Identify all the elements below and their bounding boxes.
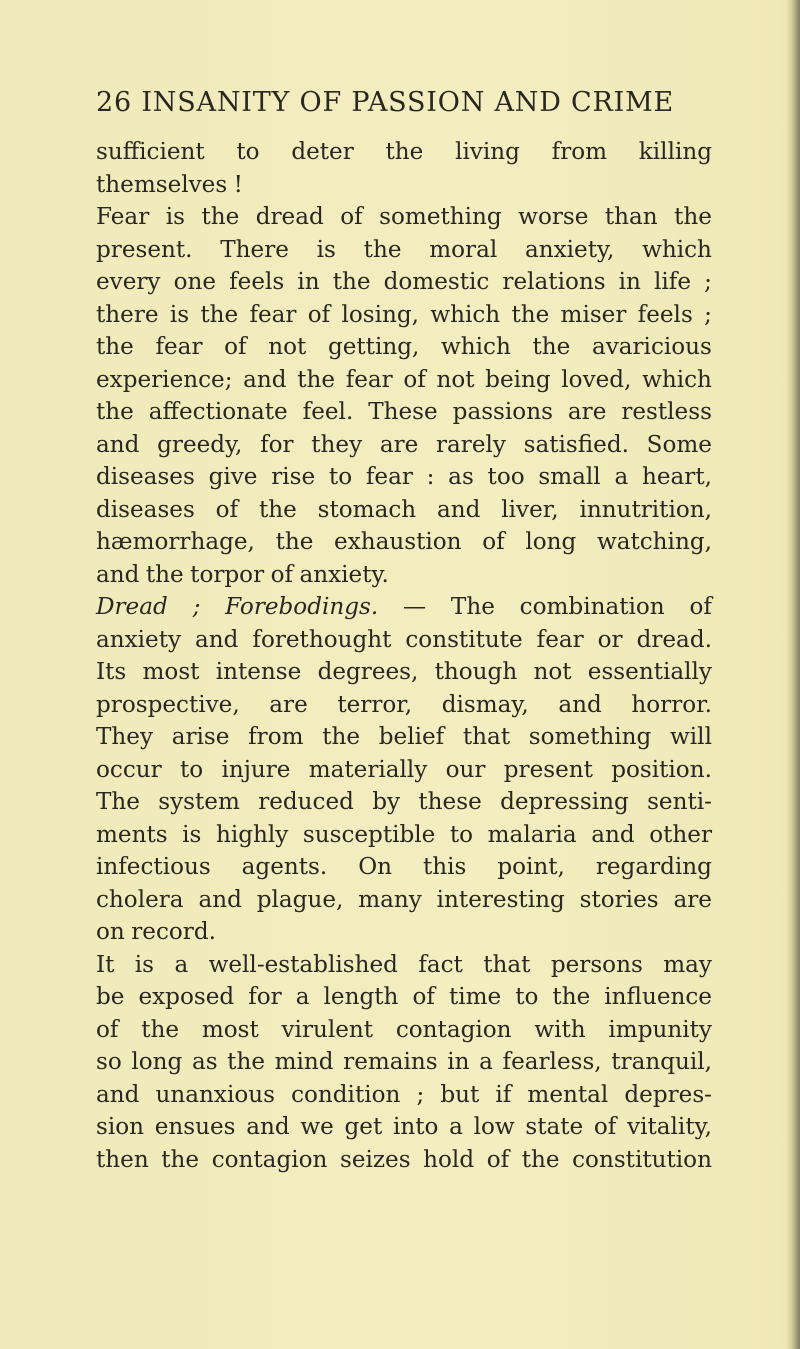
word: of [224,334,247,360]
word: by [372,789,401,815]
word: is [169,301,190,328]
word: in [297,269,320,295]
word: our [445,756,486,783]
word: is [134,951,155,978]
word: senti- [647,789,712,815]
word: the [96,334,134,360]
word: the [227,1049,265,1075]
word: of [593,1114,617,1140]
word: of [403,366,426,393]
word: the [322,724,361,750]
word: ; [704,269,712,295]
word: the [96,399,134,425]
word: present. [96,236,193,263]
word: liver, [501,496,559,523]
word: virulent [281,1016,374,1043]
word: avaricious [591,334,712,360]
word: life [654,269,692,295]
word: intense [215,659,302,685]
word: to [328,464,353,490]
word: one [173,269,217,295]
word: and [591,821,635,848]
word: low [473,1114,515,1140]
word: horror. [631,691,712,718]
word: a [479,1049,493,1075]
word: of [270,561,294,588]
word: condition [291,1081,401,1108]
word: moral [429,236,498,263]
word: this [422,854,467,880]
word: These [368,399,438,425]
word: restless [621,399,712,425]
word: long [131,1049,183,1075]
word: vitality, [627,1114,712,1140]
text-line [96,884,712,917]
word: fear [345,366,393,393]
word: susceptible [302,821,436,848]
word: greedy, [157,431,243,458]
text-line [96,201,712,234]
word: losing, [341,301,420,328]
word: of [96,1016,119,1043]
word: on [96,919,125,945]
word: many [358,886,422,913]
word: stories [579,886,659,913]
word: or [597,626,623,653]
word: that [462,724,511,750]
word: fear [365,464,413,490]
text-line [96,526,712,559]
word: is [182,821,202,848]
text-line [96,819,712,852]
word: Fear [96,204,150,230]
word: are [567,399,607,425]
word: feel. [302,399,354,425]
word: torpor [190,561,265,588]
word: of [215,496,239,523]
text-line [96,429,712,462]
word: in [447,1049,470,1075]
word: unanxious [155,1081,275,1108]
word: there [96,301,159,328]
word: living [455,139,520,165]
word: being [485,366,551,393]
text-line [96,1014,712,1047]
word: fearless, [502,1049,602,1075]
word: as [191,1049,218,1075]
word: Some [646,431,712,458]
word: On [358,854,392,880]
text-line [96,234,712,267]
word: getting, [327,334,420,360]
text-line [96,396,712,429]
word: present [503,756,593,783]
word: dread [255,204,324,230]
word: and [558,691,602,718]
text-line [96,559,712,592]
word: belief [378,724,445,750]
word: something [528,724,652,750]
word: most [142,659,200,685]
word: which [642,366,712,393]
word: : [426,464,435,490]
text-line [96,169,712,202]
word: feels [637,301,693,328]
word: so [96,1049,122,1075]
word: Its [96,659,127,685]
word: hæmorrhage, [96,529,255,555]
word: if [495,1081,512,1108]
text-line [96,949,712,982]
text-line [96,266,712,299]
word: the [145,561,184,588]
word: ; [192,594,201,620]
word: time [448,984,502,1010]
word: these [418,789,482,815]
text-line [96,364,712,397]
word: sion [96,1114,145,1140]
word: Forebodings. [225,594,379,620]
text-line [96,981,712,1014]
word: Dread [96,594,168,620]
word: sufficient [96,139,205,165]
word: It [96,951,115,978]
word: arise [171,724,230,750]
word: regarding [595,854,712,880]
word: we [300,1114,334,1140]
word: but [440,1081,480,1108]
word: into [392,1114,439,1140]
word: rarely [436,431,506,458]
word: — [403,594,427,620]
word: dread. [636,626,712,653]
word: essentially [587,659,712,685]
word: combination [519,594,665,620]
word: of [482,529,505,555]
text-line [96,851,712,884]
word: record. [131,919,216,945]
word: injure [221,756,291,783]
word: contagion [211,1146,328,1173]
word: and [195,626,239,653]
word: fear [536,626,584,653]
word: and [198,886,242,913]
word: that [483,951,531,978]
word: satisfied. [523,431,629,458]
text-line [96,1144,712,1177]
word: and [243,366,287,393]
word: depressing [500,789,629,815]
word: of [486,1146,510,1173]
word: too [487,464,525,490]
word: exhaustion [334,529,462,555]
word: every [96,269,161,295]
word: which [440,334,511,360]
text-line [96,916,712,949]
word: of [340,204,363,230]
word: most [201,1016,259,1043]
word: themselves [96,171,228,198]
word: occur [96,756,162,783]
word: heart, [641,464,712,490]
word: degrees, [317,659,419,685]
word: for [260,431,294,458]
word: passions [452,399,553,425]
word: ; [416,1081,425,1108]
word: the [141,1016,180,1043]
text-line [96,1079,712,1112]
text-line [96,624,712,657]
word: the [363,236,402,263]
word: the [275,529,314,555]
page-edge-shadow [786,0,800,1349]
word: other [649,821,712,848]
word: is [316,236,336,263]
word: from [551,139,608,165]
word: the [201,204,240,230]
word: the [200,301,239,328]
word: fear [249,301,297,328]
word: position. [611,756,712,783]
word: interesting [436,886,565,913]
word: constitute [405,626,523,653]
word: diseases [96,464,195,490]
word: ; [704,301,712,328]
word: to [179,756,204,783]
word: anxiety. [299,561,389,588]
word: innutrition, [579,496,712,523]
text-line [96,689,712,722]
word: anxiety [96,626,182,653]
word: and [96,431,140,458]
word: and [96,561,140,588]
text-line [96,591,712,624]
word: is [165,204,185,230]
word: remains [343,1049,438,1075]
word: mental [527,1081,609,1108]
word: anxiety, [525,236,615,263]
text-line [96,331,712,364]
word: be [96,984,125,1010]
word: a [174,951,189,978]
word: feels [229,269,285,295]
text-line [96,754,712,787]
word: than [604,204,658,230]
word: relations [502,269,606,295]
word: The [96,789,140,815]
word: ments [96,821,168,848]
word: domestic [383,269,490,295]
word: worse [518,204,589,230]
word: depres- [624,1081,712,1108]
word: The [450,594,495,620]
running-header: 26 INSANITY OF PASSION AND CRIME [96,87,675,118]
word: materially [308,756,428,783]
word: something [379,204,502,230]
text-line [96,136,712,169]
word: prospective, [96,691,240,718]
word: diseases [96,496,195,523]
word: give [208,464,258,490]
word: long [525,529,577,555]
word: infectious [96,854,211,880]
word: affectionate [148,399,288,425]
word: for [248,984,282,1010]
text-line [96,656,712,689]
word: though [434,659,518,685]
body-text [96,136,712,1176]
text-line [96,461,712,494]
word: the [161,1146,200,1173]
word: are [379,431,419,458]
word: they [311,431,363,458]
text-line [96,494,712,527]
word: get [344,1114,383,1140]
word: as [448,464,474,490]
word: dismay, [441,691,529,718]
word: to [515,984,539,1010]
word: which [642,236,712,263]
text-line [96,1111,712,1144]
text-line [96,721,712,754]
word: cholera [96,886,184,913]
word: agents. [241,854,328,880]
word: a [449,1114,463,1140]
word: are [269,691,308,718]
word: may [663,951,712,978]
word: experience; [96,366,233,393]
word: point, [497,854,565,880]
word: to [236,139,260,165]
text-line [96,1046,712,1079]
word: are [673,886,712,913]
word: of [689,594,712,620]
word: miser [560,301,627,328]
word: hold [423,1146,475,1173]
word: impunity [608,1016,712,1043]
word: influence [604,984,712,1010]
word: contagion [395,1016,512,1043]
word: a [614,464,629,490]
word: They [96,724,153,750]
word: There [220,236,289,263]
word: ensues [154,1114,236,1140]
word: tranquil, [611,1049,712,1075]
word: the [297,366,336,393]
word: persons [550,951,643,978]
word: constitution [572,1146,712,1173]
word: malaria [487,821,577,848]
word: the [385,139,424,165]
word: fact [418,951,463,978]
word: will [670,724,712,750]
word: stomach [317,496,417,523]
word: the [521,1146,560,1173]
word: of [307,301,331,328]
word: reduced [258,789,354,815]
word: small [538,464,601,490]
word: a [295,984,310,1010]
text-line [96,299,712,332]
word: state [525,1114,584,1140]
word: the [552,984,591,1010]
word: terror, [337,691,413,718]
word: then [96,1146,149,1173]
word: the [674,204,712,230]
word: plague, [256,886,344,913]
word: length [323,984,399,1010]
word: not [533,659,572,685]
word: in [618,269,641,295]
word: watching, [596,529,712,555]
word: and [437,496,481,523]
word: not [268,334,307,360]
word: the [511,301,550,328]
word: forethought [252,626,392,653]
word: seizes [339,1146,411,1173]
word: system [158,789,240,815]
word: killing [638,139,712,165]
word: the [332,269,371,295]
word: mind [274,1049,334,1075]
word: from [248,724,304,750]
word: with [534,1016,586,1043]
text-line [96,786,712,819]
word: deter [291,139,354,165]
word: and [96,1081,140,1108]
word: the [258,496,297,523]
word: exposed [138,984,235,1010]
word: highly [215,821,289,848]
word: rise [271,464,316,490]
word: well-established [208,951,398,978]
word: loved, [561,366,632,393]
word: not [436,366,475,393]
word: ! [233,171,243,198]
word: which [430,301,501,328]
word: fear [155,334,203,360]
word: of [412,984,435,1010]
word: to [449,821,474,848]
word: the [532,334,571,360]
word: and [246,1114,290,1140]
